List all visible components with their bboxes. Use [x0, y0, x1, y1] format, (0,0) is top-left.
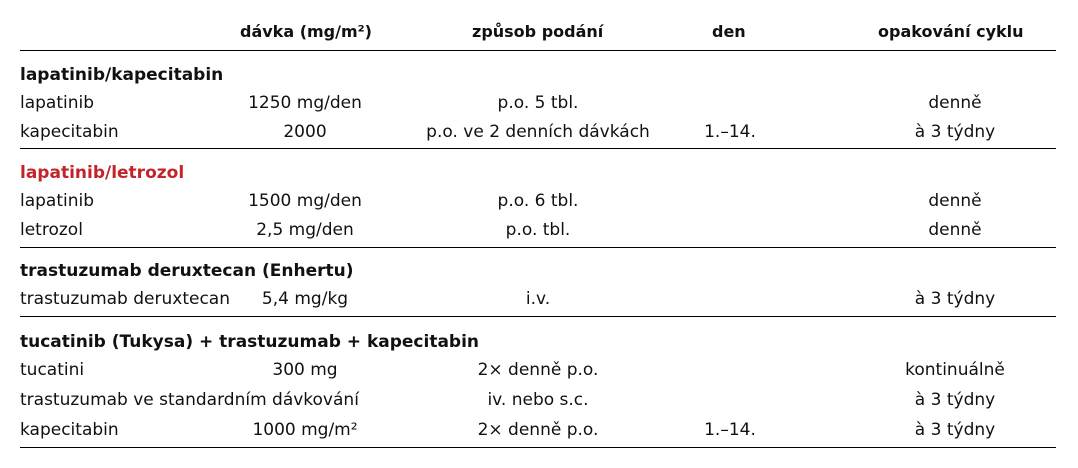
table-row: [0, 356, 1078, 385]
header-route: způsob podání: [472, 22, 604, 41]
table-row: [0, 285, 1078, 314]
drug-name: letrozol: [20, 220, 83, 240]
regimen-title: tucatinib (Tukysa) + trastuzumab + kapecitabin: [20, 332, 480, 352]
header-cycle: opakování cyklu: [878, 22, 1024, 41]
table-row: [0, 216, 1078, 245]
route: p.o. ve 2 denních dávkách: [426, 122, 650, 142]
header-dose: dávka (mg/m²): [240, 22, 372, 41]
route: i.v.: [525, 289, 551, 309]
bottom-rule: [20, 447, 1056, 448]
table-row: [0, 118, 1078, 147]
header-rule: [20, 50, 1056, 51]
table-row: [0, 89, 1078, 118]
route: p.o. tbl.: [505, 220, 571, 240]
route: 2× denně p.o.: [477, 360, 599, 380]
cycle: à 3 týdny: [914, 289, 996, 309]
block-divider: [20, 247, 1056, 248]
regimen-title: lapatinib/kapecitabin: [20, 65, 224, 85]
block-divider: [20, 148, 1056, 149]
drug-name: tucatini: [20, 360, 85, 380]
dose: 1500 mg/den: [248, 191, 362, 211]
header-day: den: [712, 22, 746, 41]
regimen-title: lapatinib/letrozol: [20, 163, 185, 183]
drug-name: lapatinib: [20, 93, 95, 113]
day: 1.–14.: [704, 420, 756, 440]
table-row: [0, 386, 1078, 415]
regimen-title: trastuzumab deruxtecan (Enhertu): [20, 261, 354, 281]
dose: 2,5 mg/den: [256, 220, 354, 240]
cycle: à 3 týdny: [914, 122, 996, 142]
dose: 300 mg: [272, 360, 338, 380]
dose: 1000 mg/m²: [252, 420, 358, 440]
route: p.o. 6 tbl.: [497, 191, 579, 211]
drug-name: trastuzumab ve standardním dávkování: [20, 390, 359, 410]
route: 2× denně p.o.: [477, 420, 599, 440]
route: iv. nebo s.c.: [487, 390, 589, 410]
route: p.o. 5 tbl.: [497, 93, 579, 113]
table-header: [0, 22, 1078, 44]
drug-name: trastuzumab deruxtecan: [20, 289, 230, 309]
drug-name: lapatinib: [20, 191, 95, 211]
table-row: [0, 187, 1078, 216]
dose: 1250 mg/den: [248, 93, 362, 113]
drug-name: kapecitabin: [20, 122, 119, 142]
cycle: denně: [928, 220, 982, 240]
cycle: denně: [928, 93, 982, 113]
day: 1.–14.: [704, 122, 756, 142]
dose: 2000: [283, 122, 327, 142]
drug-name: kapecitabin: [20, 420, 119, 440]
dose: 5,4 mg/kg: [261, 289, 349, 309]
cycle: kontinuálně: [905, 360, 1005, 380]
table-row: [0, 416, 1078, 445]
cycle: denně: [928, 191, 982, 211]
cycle: à 3 týdny: [914, 420, 996, 440]
block-divider: [20, 316, 1056, 317]
cycle: à 3 týdny: [914, 390, 996, 410]
